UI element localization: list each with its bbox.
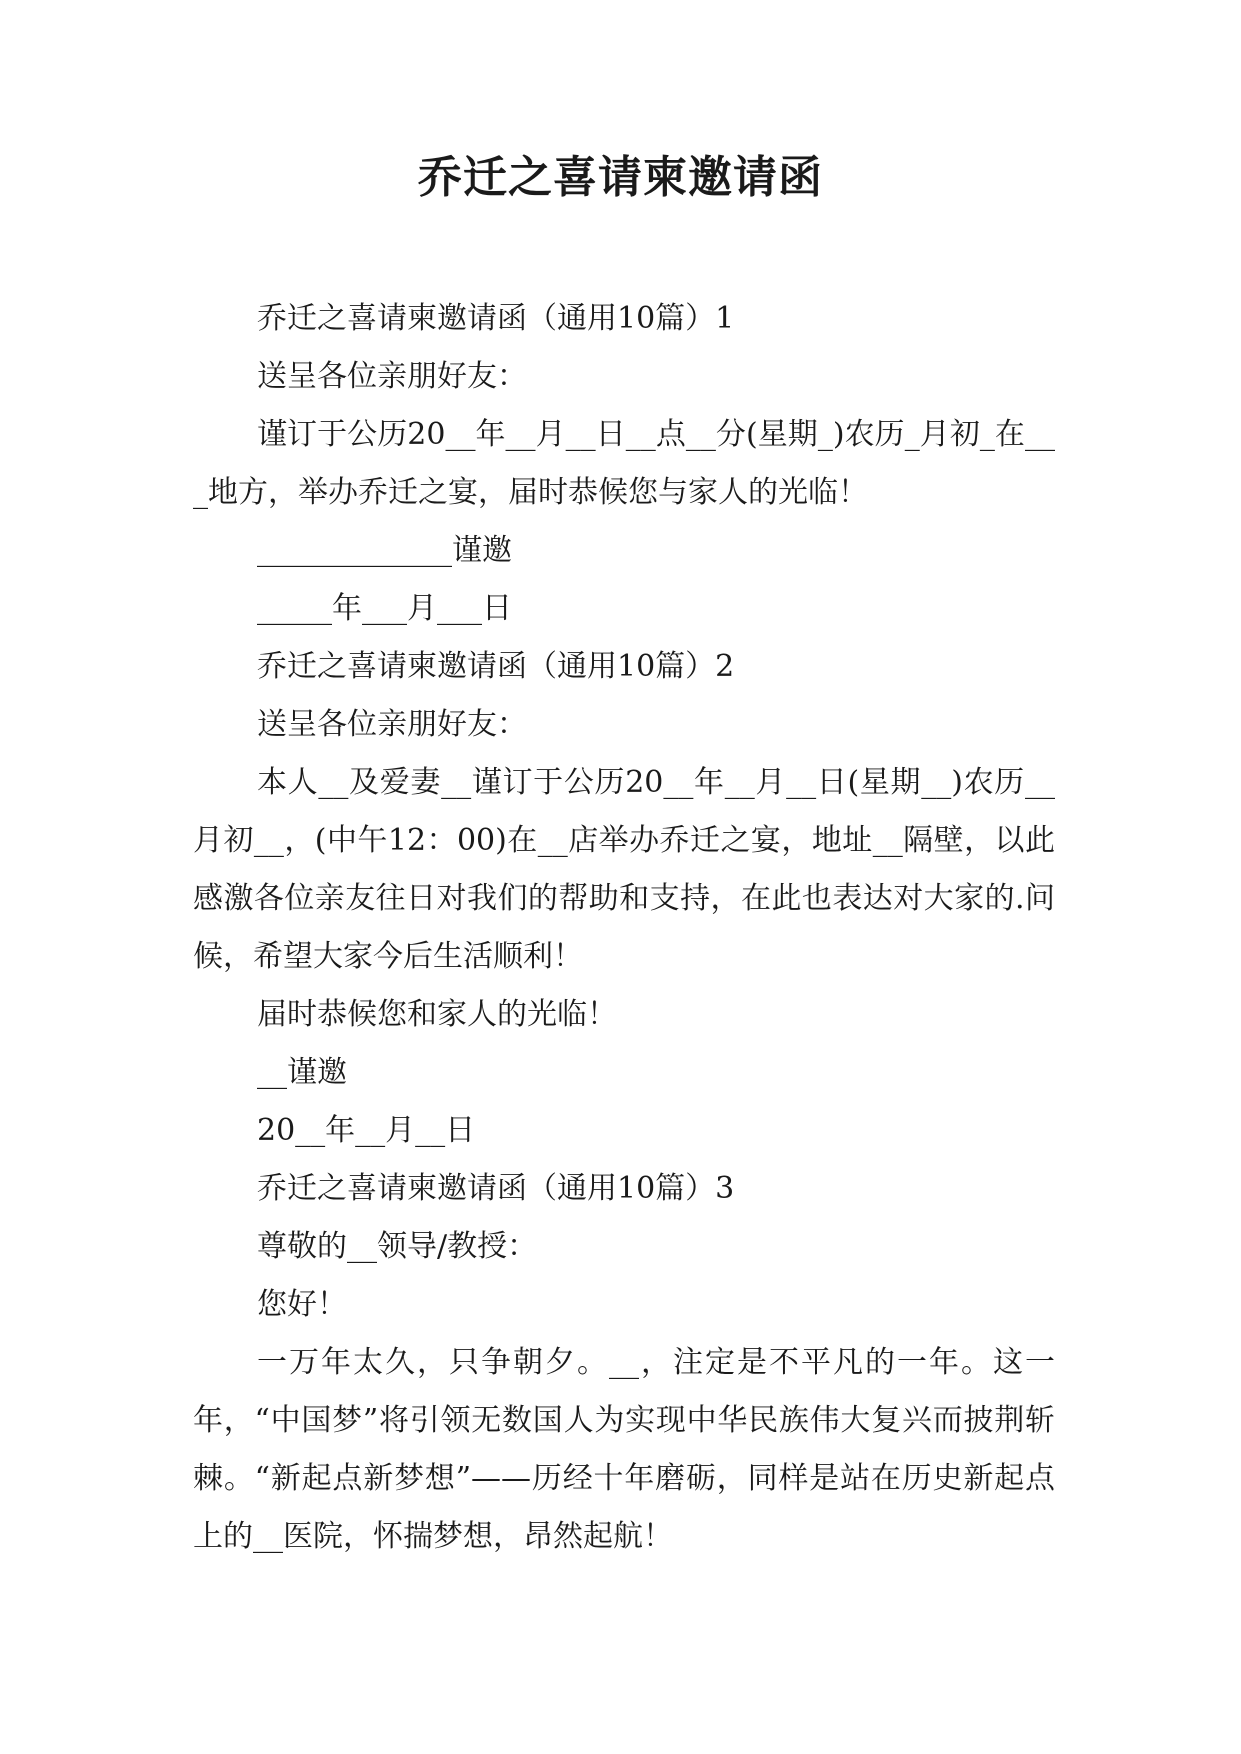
body-paragraph: 本人__及爱妻__谨订于公历20__年__月__日(星期__)农历__月初__，(中午12：00)在__店举办乔迁之宴，地址__隔壁，以此感激各位亲友往日对我们的帮助和支持，在此也表达对大家的.问候，希望大家今后生活顺利！ [193, 765, 1055, 974]
heading-letter-2: 乔迁之喜请柬邀请函（通用10篇）2 [257, 649, 735, 684]
date-line: 20__年__月__日 [257, 1113, 476, 1148]
document-title: 乔迁之喜请柬邀请函 [418, 152, 823, 203]
body-paragraph: 届时恭候您和家人的光临！ [257, 997, 617, 1032]
body-paragraph: 一万年太久，只争朝夕。__，注定是不平凡的一年。这一年，“中国梦”将引领无数国人为实现中华民族伟大复兴而披荆斩棘。“新起点新梦想”——历经十年磨砺，同样是站在历史新起点上的__医院，怀揣梦想，昂然起航！ [193, 1345, 1055, 1554]
body-paragraph: 谨订于公历20__年__月__日__点__分(星期_)农历_月初_在___地方，举办乔迁之宴，届时恭候您与家人的光临！ [193, 417, 1055, 510]
heading-letter-1: 乔迁之喜请柬邀请函（通用10篇）1 [257, 301, 735, 336]
signature-line: __谨邀 [257, 1055, 347, 1090]
date-line: _____年___月___日 [257, 591, 512, 626]
greeting: 您好！ [257, 1287, 347, 1322]
document-body [193, 290, 1055, 1566]
signature-line: _____________谨邀 [257, 533, 512, 568]
salutation: 送呈各位亲朋好友： [257, 359, 527, 394]
salutation: 送呈各位亲朋好友： [257, 707, 527, 742]
heading-letter-3: 乔迁之喜请柬邀请函（通用10篇）3 [257, 1171, 735, 1206]
salutation: 尊敬的__领导/教授： [257, 1229, 538, 1264]
